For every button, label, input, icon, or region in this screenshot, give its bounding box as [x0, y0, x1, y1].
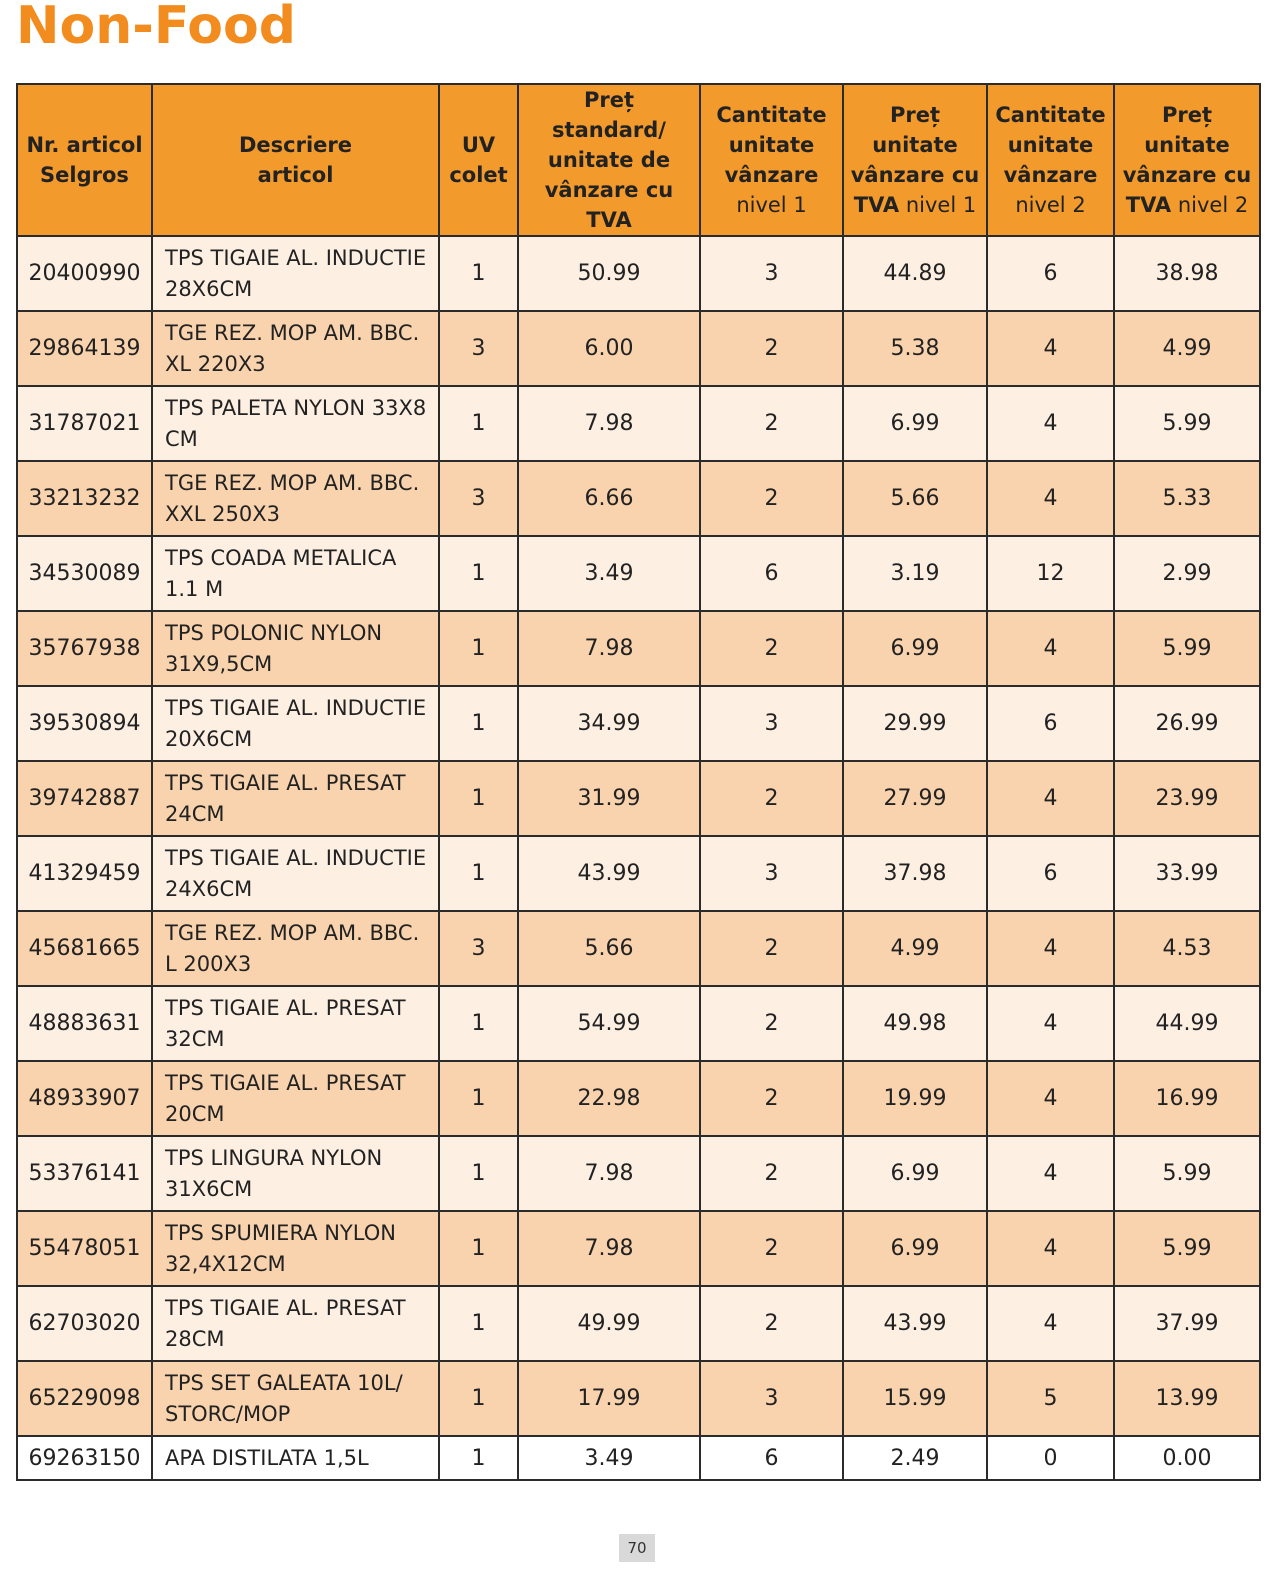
cell-cantitate-nivel-1: 2	[700, 911, 843, 986]
cell-cantitate-nivel-2: 12	[987, 536, 1114, 611]
cell-cantitate-nivel-1: 6	[700, 536, 843, 611]
page-number: 70	[619, 1534, 655, 1562]
cell-pret-nivel-2: 16.99	[1114, 1061, 1260, 1136]
cell-nr-articol: 20400990	[17, 236, 152, 311]
table-row	[17, 836, 1260, 911]
cell-uv-colet: 1	[439, 761, 518, 836]
cell-uv-colet: 3	[439, 911, 518, 986]
cell-pret-nivel-2: 23.99	[1114, 761, 1260, 836]
cell-descriere: TPS PALETA NYLON 33X8 CM	[152, 386, 439, 461]
cell-cantitate-nivel-2: 0	[987, 1436, 1114, 1480]
cell-pret-standard: 49.99	[518, 1286, 700, 1361]
cell-nr-articol: 48883631	[17, 986, 152, 1061]
header-uv-colet: UV colet	[439, 84, 518, 236]
cell-cantitate-nivel-1: 6	[700, 1436, 843, 1480]
cell-descriere: TPS TIGAIE AL. PRESAT 28CM	[152, 1286, 439, 1361]
cell-pret-standard: 43.99	[518, 836, 700, 911]
cell-pret-nivel-1: 6.99	[843, 386, 987, 461]
table-row	[17, 761, 1260, 836]
cell-pret-nivel-1: 19.99	[843, 1061, 987, 1136]
cell-pret-nivel-2: 33.99	[1114, 836, 1260, 911]
cell-nr-articol: 41329459	[17, 836, 152, 911]
cell-pret-nivel-2: 5.99	[1114, 611, 1260, 686]
cell-nr-articol: 65229098	[17, 1361, 152, 1436]
cell-uv-colet: 1	[439, 236, 518, 311]
cell-cantitate-nivel-2: 4	[987, 311, 1114, 386]
cell-uv-colet: 3	[439, 311, 518, 386]
cell-cantitate-nivel-2: 4	[987, 386, 1114, 461]
cell-descriere: TPS TIGAIE AL. INDUCTIE 24X6CM	[152, 836, 439, 911]
cell-uv-colet: 1	[439, 1286, 518, 1361]
cell-cantitate-nivel-2: 6	[987, 836, 1114, 911]
cell-cantitate-nivel-2: 6	[987, 686, 1114, 761]
cell-cantitate-nivel-2: 4	[987, 1211, 1114, 1286]
header-pret-nivel-2: Preț unitate vânzare cu TVA nivel 2	[1114, 84, 1260, 236]
cell-uv-colet: 3	[439, 461, 518, 536]
cell-cantitate-nivel-1: 2	[700, 386, 843, 461]
cell-cantitate-nivel-1: 3	[700, 236, 843, 311]
cell-pret-nivel-1: 44.89	[843, 236, 987, 311]
cell-uv-colet: 1	[439, 686, 518, 761]
cell-pret-nivel-2: 44.99	[1114, 986, 1260, 1061]
cell-pret-nivel-2: 2.99	[1114, 536, 1260, 611]
cell-cantitate-nivel-2: 4	[987, 461, 1114, 536]
table-row	[17, 461, 1260, 536]
cell-pret-nivel-1: 3.19	[843, 536, 987, 611]
table-row	[17, 611, 1260, 686]
cell-pret-standard: 6.00	[518, 311, 700, 386]
header-nr-articol: Nr. articol Selgros	[17, 84, 152, 236]
cell-cantitate-nivel-1: 2	[700, 611, 843, 686]
cell-pret-nivel-2: 5.99	[1114, 1136, 1260, 1211]
table-row	[17, 311, 1260, 386]
cell-pret-nivel-1: 49.98	[843, 986, 987, 1061]
cell-descriere: TPS TIGAIE AL. INDUCTIE 20X6CM	[152, 686, 439, 761]
cell-cantitate-nivel-2: 4	[987, 1136, 1114, 1211]
cell-pret-nivel-1: 5.66	[843, 461, 987, 536]
table-row	[17, 911, 1260, 986]
cell-pret-nivel-2: 5.99	[1114, 1211, 1260, 1286]
cell-descriere: TPS TIGAIE AL. INDUCTIE 28X6CM	[152, 236, 439, 311]
cell-descriere: TPS TIGAIE AL. PRESAT 32CM	[152, 986, 439, 1061]
cell-descriere: TGE REZ. MOP AM. BBC. L 200X3	[152, 911, 439, 986]
cell-pret-standard: 34.99	[518, 686, 700, 761]
cell-pret-standard: 50.99	[518, 236, 700, 311]
cell-nr-articol: 62703020	[17, 1286, 152, 1361]
cell-nr-articol: 53376141	[17, 1136, 152, 1211]
cell-nr-articol: 39742887	[17, 761, 152, 836]
cell-pret-standard: 7.98	[518, 611, 700, 686]
cell-pret-nivel-1: 5.38	[843, 311, 987, 386]
cell-pret-standard: 5.66	[518, 911, 700, 986]
cell-cantitate-nivel-1: 2	[700, 461, 843, 536]
cell-nr-articol: 29864139	[17, 311, 152, 386]
cell-descriere: TPS SPUMIERA NYLON 32,4X12CM	[152, 1211, 439, 1286]
cell-pret-nivel-2: 4.99	[1114, 311, 1260, 386]
cell-pret-nivel-1: 29.99	[843, 686, 987, 761]
cell-descriere: TPS TIGAIE AL. PRESAT 24CM	[152, 761, 439, 836]
cell-descriere: TPS LINGURA NYLON 31X6CM	[152, 1136, 439, 1211]
cell-cantitate-nivel-2: 5	[987, 1361, 1114, 1436]
cell-pret-nivel-2: 37.99	[1114, 1286, 1260, 1361]
cell-cantitate-nivel-1: 2	[700, 311, 843, 386]
cell-cantitate-nivel-1: 3	[700, 1361, 843, 1436]
cell-cantitate-nivel-2: 4	[987, 1286, 1114, 1361]
cell-nr-articol: 39530894	[17, 686, 152, 761]
cell-cantitate-nivel-2: 4	[987, 611, 1114, 686]
cell-uv-colet: 1	[439, 986, 518, 1061]
header-pret-standard: Preț standard/ unitate de vânzare cu TVA	[518, 84, 700, 236]
table-row	[17, 1361, 1260, 1436]
cell-pret-standard: 7.98	[518, 1136, 700, 1211]
table-row	[17, 536, 1260, 611]
cell-cantitate-nivel-2: 6	[987, 236, 1114, 311]
cell-pret-nivel-1: 4.99	[843, 911, 987, 986]
cell-nr-articol: 31787021	[17, 386, 152, 461]
cell-pret-standard: 17.99	[518, 1361, 700, 1436]
cell-pret-nivel-2: 26.99	[1114, 686, 1260, 761]
cell-pret-standard: 31.99	[518, 761, 700, 836]
cell-pret-nivel-1: 6.99	[843, 611, 987, 686]
cell-pret-nivel-2: 38.98	[1114, 236, 1260, 311]
cell-cantitate-nivel-1: 2	[700, 1211, 843, 1286]
cell-cantitate-nivel-1: 3	[700, 836, 843, 911]
cell-pret-nivel-2: 13.99	[1114, 1361, 1260, 1436]
cell-pret-standard: 3.49	[518, 536, 700, 611]
cell-pret-standard: 7.98	[518, 1211, 700, 1286]
cell-pret-standard: 22.98	[518, 1061, 700, 1136]
cell-uv-colet: 1	[439, 1136, 518, 1211]
cell-descriere: TPS COADA METALICA 1.1 M	[152, 536, 439, 611]
price-table	[16, 83, 1261, 1481]
cell-pret-standard: 54.99	[518, 986, 700, 1061]
cell-nr-articol: 55478051	[17, 1211, 152, 1286]
table-row	[17, 686, 1260, 761]
cell-pret-nivel-1: 15.99	[843, 1361, 987, 1436]
cell-pret-nivel-1: 6.99	[843, 1136, 987, 1211]
table-row	[17, 986, 1260, 1061]
cell-descriere: APA DISTILATA 1,5L	[152, 1436, 439, 1480]
cell-cantitate-nivel-1: 2	[700, 986, 843, 1061]
cell-pret-nivel-1: 27.99	[843, 761, 987, 836]
cell-cantitate-nivel-2: 4	[987, 761, 1114, 836]
cell-pret-nivel-1: 2.49	[843, 1436, 987, 1480]
cell-nr-articol: 34530089	[17, 536, 152, 611]
cell-pret-nivel-2: 0.00	[1114, 1436, 1260, 1480]
cell-nr-articol: 33213232	[17, 461, 152, 536]
cell-cantitate-nivel-1: 2	[700, 1286, 843, 1361]
cell-uv-colet: 1	[439, 1211, 518, 1286]
cell-descriere: TPS SET GALEATA 10L/ STORC/MOP	[152, 1361, 439, 1436]
cell-cantitate-nivel-1: 2	[700, 761, 843, 836]
cell-cantitate-nivel-1: 3	[700, 686, 843, 761]
cell-cantitate-nivel-1: 2	[700, 1136, 843, 1211]
cell-cantitate-nivel-1: 2	[700, 1061, 843, 1136]
cell-descriere: TPS TIGAIE AL. PRESAT 20CM	[152, 1061, 439, 1136]
cell-descriere: TGE REZ. MOP AM. BBC. XL 220X3	[152, 311, 439, 386]
cell-cantitate-nivel-2: 4	[987, 986, 1114, 1061]
cell-pret-nivel-2: 4.53	[1114, 911, 1260, 986]
cell-uv-colet: 1	[439, 536, 518, 611]
table-row	[17, 1136, 1260, 1211]
table-row	[17, 1286, 1260, 1361]
cell-nr-articol: 45681665	[17, 911, 152, 986]
cell-uv-colet: 1	[439, 836, 518, 911]
cell-nr-articol: 35767938	[17, 611, 152, 686]
page-title: Non-Food	[16, 0, 296, 56]
cell-pret-standard: 7.98	[518, 386, 700, 461]
cell-nr-articol: 69263150	[17, 1436, 152, 1480]
cell-pret-nivel-2: 5.33	[1114, 461, 1260, 536]
cell-uv-colet: 1	[439, 611, 518, 686]
table-body	[17, 236, 1260, 1480]
header-descriere: Descriere articol	[152, 84, 439, 236]
cell-uv-colet: 1	[439, 1061, 518, 1136]
cell-pret-nivel-1: 37.98	[843, 836, 987, 911]
header-cantitate-nivel-1: Cantitate unitate vânzare nivel 1	[700, 84, 843, 236]
table-row	[17, 386, 1260, 461]
table-row	[17, 236, 1260, 311]
cell-descriere: TGE REZ. MOP AM. BBC. XXL 250X3	[152, 461, 439, 536]
cell-descriere: TPS POLONIC NYLON 31X9,5CM	[152, 611, 439, 686]
cell-pret-standard: 3.49	[518, 1436, 700, 1480]
header-cantitate-nivel-2: Cantitate unitate vânzare nivel 2	[987, 84, 1114, 236]
table-row	[17, 1436, 1260, 1480]
cell-pret-nivel-1: 43.99	[843, 1286, 987, 1361]
table-header-row	[17, 84, 1260, 236]
table-row	[17, 1061, 1260, 1136]
cell-cantitate-nivel-2: 4	[987, 911, 1114, 986]
table-row	[17, 1211, 1260, 1286]
cell-uv-colet: 1	[439, 1361, 518, 1436]
cell-pret-nivel-2: 5.99	[1114, 386, 1260, 461]
cell-uv-colet: 1	[439, 386, 518, 461]
cell-nr-articol: 48933907	[17, 1061, 152, 1136]
cell-cantitate-nivel-2: 4	[987, 1061, 1114, 1136]
cell-pret-standard: 6.66	[518, 461, 700, 536]
cell-pret-nivel-1: 6.99	[843, 1211, 987, 1286]
cell-uv-colet: 1	[439, 1436, 518, 1480]
header-pret-nivel-1: Preț unitate vânzare cu TVA nivel 1	[843, 84, 987, 236]
